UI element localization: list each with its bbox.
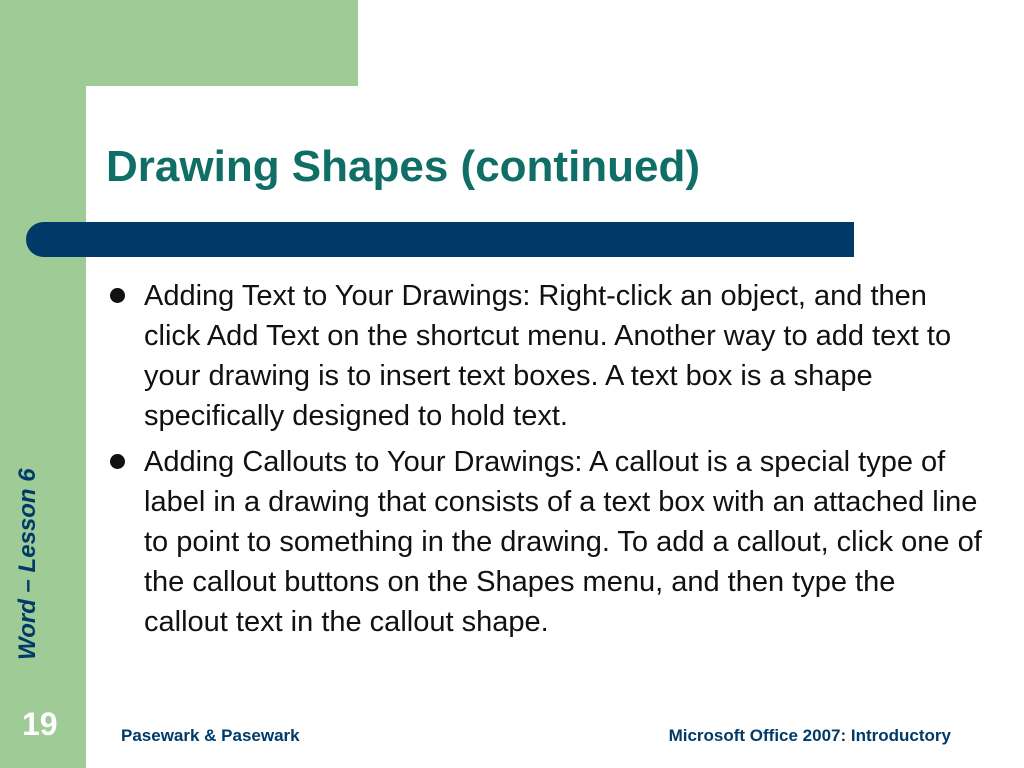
green-top-block [0,0,358,86]
bullet-dot-icon [110,454,125,469]
footer-author: Pasewark & Pasewark [121,726,300,745]
bullet-list [106,276,986,648]
bullet-dot-icon [110,288,125,303]
lesson-side-label: Word – Lesson 6 [14,468,41,660]
bullet-text: Adding Callouts to Your Drawings: A callout is a special type of label in a drawing that consists of a text box with an attached line to point to something in the drawing. To add a callout, click one of the callout buttons on the Shapes menu, and then type the callout text in the callout shape. [144,446,982,638]
bullet-item [106,276,986,436]
green-sidebar [0,0,86,768]
bullet-text: Adding Text to Your Drawings: Right-click an object, and then click Add Text on the shortcut menu. Another way to add text to your drawing is to insert text boxes. A text box is a shape specifically designed to hold text. [144,280,952,432]
title-underline-bar [26,222,854,257]
bullet-item [106,442,986,642]
slide-title: Drawing Shapes (continued) [106,142,701,191]
slide-number: 19 [22,706,58,742]
footer-course: Microsoft Office 2007: Introductory [668,726,951,745]
